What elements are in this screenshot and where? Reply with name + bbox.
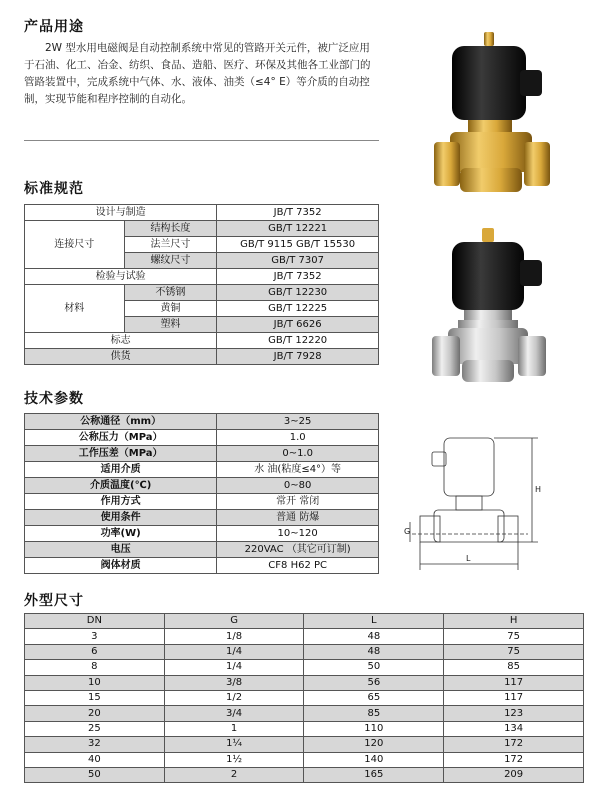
dim-cell: 117 — [444, 675, 584, 690]
dim-cell: 32 — [25, 737, 165, 752]
table-row — [25, 430, 379, 446]
table-row — [25, 644, 584, 659]
table-row — [25, 721, 584, 736]
tech-label: 介质温度(℃) — [25, 478, 217, 494]
std-value: GB/T 7307 — [217, 253, 379, 269]
dim-cell: 20 — [25, 706, 165, 721]
dim-cell: 2 — [164, 767, 304, 782]
tech-label: 作用方式 — [25, 494, 217, 510]
dim-cell: 15 — [25, 690, 165, 705]
std-sublabel: 结构长度 — [124, 221, 217, 237]
tech-value: 1.0 — [217, 430, 379, 446]
dim-cell: 1½ — [164, 752, 304, 767]
table-row — [25, 494, 379, 510]
std-sublabel: 螺纹尺寸 — [124, 253, 217, 269]
dim-cell: 50 — [304, 660, 444, 675]
table-row — [25, 446, 379, 462]
diagram-label-l: L — [466, 554, 471, 563]
dim-cell: 1/4 — [164, 644, 304, 659]
table-row — [25, 629, 584, 644]
std-label-mark: 标志 — [25, 333, 217, 349]
dim-cell: 48 — [304, 644, 444, 659]
tech-label: 阀体材质 — [25, 558, 217, 574]
table-row — [25, 752, 584, 767]
tech-label: 功率(W) — [25, 526, 217, 542]
table-row — [25, 542, 379, 558]
tech-value: 0~1.0 — [217, 446, 379, 462]
std-sublabel: 不锈钢 — [124, 285, 217, 301]
table-row — [25, 221, 379, 237]
diagram-label-g: G — [404, 527, 411, 536]
table-row — [25, 510, 379, 526]
std-value-test: JB/T 7352 — [217, 269, 379, 285]
tech-value: 常开 常闭 — [217, 494, 379, 510]
table-row — [25, 333, 379, 349]
table-row — [25, 269, 379, 285]
table-row — [25, 706, 584, 721]
dim-cell: 3 — [25, 629, 165, 644]
dim-cell: 123 — [444, 706, 584, 721]
tech-params-table — [24, 413, 379, 574]
std-value-mark: GB/T 12220 — [217, 333, 379, 349]
section-title-dims: 外型尺寸 — [24, 593, 84, 609]
std-label-connection: 连接尺寸 — [25, 221, 125, 269]
table-row — [25, 349, 379, 365]
brass-valve-photo — [428, 30, 568, 200]
tech-label: 电压 — [25, 542, 217, 558]
tech-value: 0~80 — [217, 478, 379, 494]
dim-cell: 3/4 — [164, 706, 304, 721]
tech-value: 3~25 — [217, 414, 379, 430]
table-row — [25, 767, 584, 782]
dim-cell: 1¼ — [164, 737, 304, 752]
dim-header: L — [304, 614, 444, 629]
table-row — [25, 737, 584, 752]
dim-cell: 165 — [304, 767, 444, 782]
dim-cell: 140 — [304, 752, 444, 767]
tech-label: 公称压力（MPa） — [25, 430, 217, 446]
tech-value: CF8 H62 PC — [217, 558, 379, 574]
dim-cell: 1/4 — [164, 660, 304, 675]
stainless-valve-photo — [428, 226, 568, 391]
std-value: JB/T 6626 — [217, 317, 379, 333]
std-sublabel: 法兰尺寸 — [124, 237, 217, 253]
tech-value: 普通 防爆 — [217, 510, 379, 526]
std-value: GB/T 12230 — [217, 285, 379, 301]
dim-cell: 48 — [304, 629, 444, 644]
table-row — [25, 526, 379, 542]
tech-label: 公称通径（mm） — [25, 414, 217, 430]
dim-cell: 25 — [25, 721, 165, 736]
table-row — [25, 414, 379, 430]
dim-cell: 10 — [25, 675, 165, 690]
std-label-test: 检验与试验 — [25, 269, 217, 285]
std-label-material: 材料 — [25, 285, 125, 333]
dim-cell: 75 — [444, 629, 584, 644]
diagram-label-h: H — [535, 485, 542, 494]
dimension-diagram — [404, 430, 554, 580]
dim-cell: 50 — [25, 767, 165, 782]
std-value-design: JB/T 7352 — [217, 205, 379, 221]
table-row — [25, 660, 584, 675]
dimensions-table — [24, 613, 584, 783]
dim-cell: 110 — [304, 721, 444, 736]
dim-cell: 8 — [25, 660, 165, 675]
dim-cell: 1/2 — [164, 690, 304, 705]
table-header-row — [25, 614, 584, 629]
tech-value: 10~120 — [217, 526, 379, 542]
table-row — [25, 205, 379, 221]
tech-label: 使用条件 — [25, 510, 217, 526]
section-title-usage: 产品用途 — [24, 19, 84, 35]
tech-value: 水 油(粘度≤4°）等 — [217, 462, 379, 478]
tech-value: 220VAC （其它可订制) — [217, 542, 379, 558]
dim-cell: 120 — [304, 737, 444, 752]
table-row — [25, 285, 379, 301]
table-row — [25, 690, 584, 705]
std-value: GB/T 12225 — [217, 301, 379, 317]
dim-cell: 6 — [25, 644, 165, 659]
section-title-tech: 技术参数 — [24, 391, 84, 407]
dim-header: H — [444, 614, 584, 629]
dim-cell: 40 — [25, 752, 165, 767]
dim-cell: 134 — [444, 721, 584, 736]
dim-cell: 117 — [444, 690, 584, 705]
intro-paragraph: 2W 型水用电磁阀是自动控制系统中常见的管路开关元件，被广泛应用于石油、化工、冶金、纺织、食品、造船、医疗、环保及其他各工业部门的管路装置中，完成系统中气体、水、液体、油类（≤4° E）等介质的自动控制，实现节能和程序控制的自动化。 — [24, 42, 371, 105]
tech-label: 工作压差（MPa） — [25, 446, 217, 462]
dim-cell: 65 — [304, 690, 444, 705]
dim-cell: 85 — [444, 660, 584, 675]
dim-cell: 1 — [164, 721, 304, 736]
standards-table — [24, 204, 379, 365]
std-value-supply: JB/T 7928 — [217, 349, 379, 365]
dim-cell: 172 — [444, 737, 584, 752]
dim-header: G — [164, 614, 304, 629]
std-sublabel: 黄铜 — [124, 301, 217, 317]
std-label-design: 设计与制造 — [25, 205, 217, 221]
section-title-standards: 标准规范 — [24, 181, 84, 197]
dim-cell: 209 — [444, 767, 584, 782]
table-row — [25, 462, 379, 478]
divider — [24, 140, 379, 141]
dim-cell: 1/8 — [164, 629, 304, 644]
dim-cell: 56 — [304, 675, 444, 690]
dim-header: DN — [25, 614, 165, 629]
std-value: GB/T 9115 GB/T 15530 — [217, 237, 379, 253]
std-sublabel: 塑料 — [124, 317, 217, 333]
dim-cell: 75 — [444, 644, 584, 659]
std-value: GB/T 12221 — [217, 221, 379, 237]
table-row — [25, 478, 379, 494]
dim-cell: 172 — [444, 752, 584, 767]
dim-cell: 85 — [304, 706, 444, 721]
dim-cell: 3/8 — [164, 675, 304, 690]
std-label-supply: 供货 — [25, 349, 217, 365]
table-row — [25, 558, 379, 574]
tech-label: 适用介质 — [25, 462, 217, 478]
table-row — [25, 675, 584, 690]
